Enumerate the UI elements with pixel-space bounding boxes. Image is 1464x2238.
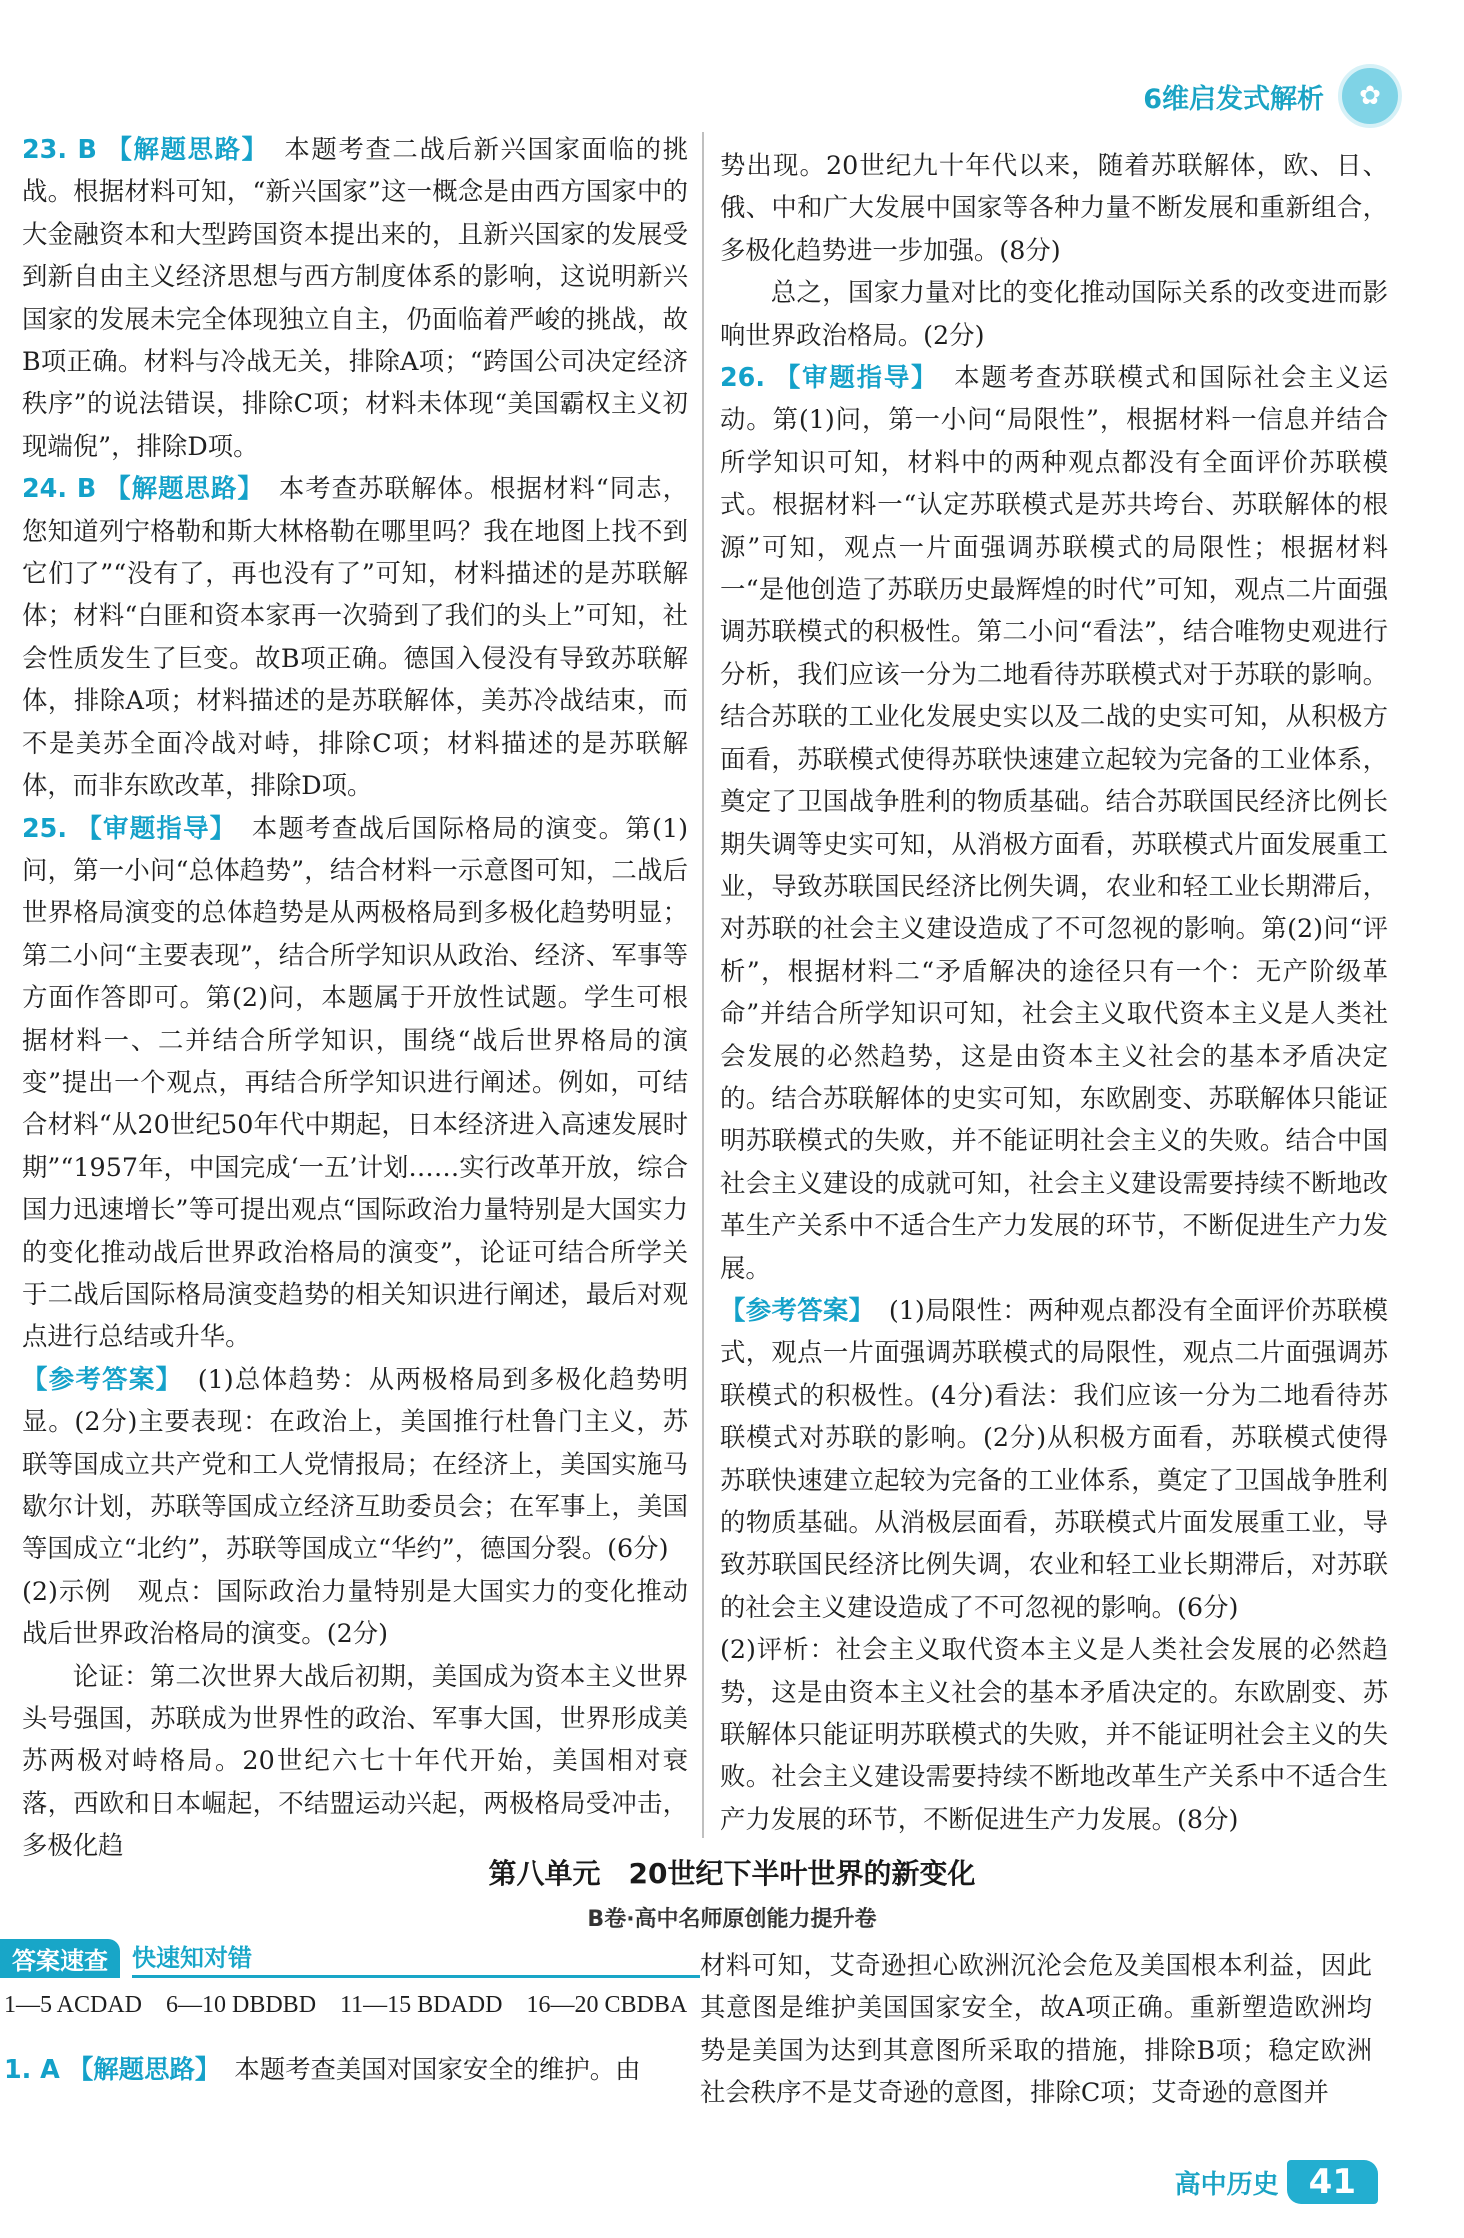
quick-check-banner [0,1940,700,1976]
question-26 [720,356,1388,1289]
quick-check-sub: 快速知对错 [132,1938,700,1978]
unit-subtitle: B卷·高中名师原创能力提升卷 [587,1907,877,1932]
unit-title: 第八单元 20世纪下半叶世界的新变化 [488,1857,976,1890]
quick-check-label: 答案速查 [0,1939,120,1978]
page-number: 41 [1287,2160,1378,2204]
question-text: 本考查苏联解体。根据材料“同志，您知道列宁格勒和斯大林格勒在哪里吗？我在地图上找不到它们了”“没有了，再也没有了”可知，材料描述的是苏联解体；材料“白匪和资本家再一次骑到了我们的头上”可知，社会性质发生了巨变。故B项正确。德国入侵没有导致苏联解体，排除A项；材料描述的是苏联解体，美苏冷战结束，而不是美苏全面冷战对峙，排除C项；材料描述的是苏联解体，而非东欧改革，排除D项。 [22,473,689,801]
right-column [720,144,1388,1840]
question-number: 24. B [22,473,97,504]
answer-25-part3: 论证：第二次世界大战后初期，美国成为资本主义世界头号强国，苏联成为世界性的政治、军事大国，世界形成美苏两极对峙格局。20世纪六七十年代开始，美国相对衰落，西欧和日本崛起，不结盟运动兴起，两极格局受冲击，多极化趋 [22,1660,688,1861]
guide-tag: 【审题指导】 [774,362,939,393]
question-text: 本题考查战后国际格局的演变。第(1)问，第一小问“总体趋势”，结合材料一示意图可知，二战后世界格局演变的总体趋势是从两极格局到多极化趋势明显；第二小问“主要表现”，结合所学知识从政治、经济、军事等方面作答即可。第(2)问，本题属于开放性试题。学生可根据材料一、二并结合所学知识，围绕“战后世界格局的演变”提出一个观点，再结合所学知识进行阐述。例如，可结合材料“从20世纪50年代中期起，日本经济进入高速发展时期”“1957年，中国完成‘一五’计划……实行改革开放，综合国力迅速增长”等可提出观点“国际政治力量特别是大国实力的变化推动战后世界政治格局的演变”，论证可结合所学关于二战后国际格局演变趋势的相关知识进行阐述，最后对观点进行总结或升华。 [22,812,689,1352]
question-text: 本题考查二战后新兴国家面临的挑战。根据材料可知，“新兴国家”这一概念是由西方国家中的大金融资本和大型跨国资本提出来的，且新兴国家的发展受到新自由主义经济思想与西方制度体系的影响，这说明新兴国家的发展未完全体现独立自主，仍面临着严峻的挑战，故B项正确。材料与冷战无关，排除A项；“跨国公司决定经济秩序”的说法错误，排除C项；材料未体现“美国霸权主义初现端倪”，排除D项。 [22,134,689,461]
analysis-tag: 【解题思路】 [67,2054,221,2084]
answer-25-continued: 势出现。20世纪九十年代以来，随着苏联解体，欧、日、俄、中和广大发展中国家等各种力量不断发展和重新组合，多极化趋势进一步加强。(8分) [720,150,1388,265]
answer-tag: 【参考答案】 [720,1294,875,1325]
analysis-tag: 【解题思路】 [106,134,269,164]
column-divider [702,132,704,1838]
page-footer [1175,2160,1378,2204]
question-1-continued [700,1944,1372,2114]
question-number: 23. B [22,134,97,164]
answer-25-conclusion: 总之，国家力量对比的变化推动国际关系的改变进而影响世界政治格局。(2分) [720,277,1388,350]
brain-icon: ✿ [1338,64,1402,128]
answer-25-part1 [22,1358,688,1570]
analysis-tag: 【解题思路】 [105,473,264,504]
question-number: 1. A [4,2054,60,2084]
left-column [22,128,688,1867]
answer-tag: 【参考答案】 [22,1363,183,1394]
question-text: 本题考查苏联模式和国际社会主义运动。第(1)问，第一小问“局限性”，根据材料一信息并结合所学知识可知，材料中的两种观点都没有全面评价苏联模式。根据材料一“认定苏联模式是苏共垮台、苏联解体的根源”可知，观点一片面强调苏联模式的局限性；根据材料一“是他创造了苏联历史最辉煌的时代”可知，观点二片面强调苏联模式的积极性。第二小问“看法”，结合唯物史观进行分析，我们应该一分为二地看待苏联模式对于苏联的影响。结合苏联的工业化发展史实以及二战的史实可知，从积极方面看，苏联模式使得苏联快速建立起较为完备的工业体系，奠定了卫国战争胜利的物质基础。结合苏联国民经济比例长期失调等史实可知，从消极方面看，苏联模式片面发展重工业，导致苏联国民经济比例失调，农业和轻工业长期滞后，对苏联的社会主义建设造成了不可忽视的影响。第(2)问“评析”，根据材料二“矛盾解决的途径只有一个：无产阶级革命”并结合所学知识可知，社会主义取代资本主义是人类社会发展的必然趋势，这是由资本主义社会的基本矛盾决定的。结合苏联解体的史实可知，东欧剧变、苏联解体只能证明苏联模式的失败，并不能证明社会主义的失败。结合中国社会主义建设的成就可知，社会主义建设需要持续不断地改革生产关系中不适合生产力发展的环节，不断促进生产力发展。 [720,362,1389,1283]
answer-26-part1 [720,1289,1388,1628]
question-25 [22,807,688,1358]
question-1-continued-text: 材料可知，艾奇逊担心欧洲沉沦会危及美国根本利益，因此其意图是维护美国国家安全，故A项正确。重新塑造欧洲均势是美国为达到其意图所采取的措施，排除B项；稳定欧洲社会秩序不是艾奇逊的意图，排除C项；艾奇逊的意图并 [700,1950,1372,2108]
question-23 [22,128,688,467]
answer-text: (1)局限性：两种观点都没有全面评价苏联模式，观点一片面强调苏联模式的局限性，观点二片面强调苏联模式的积极性。(4分)看法：我们应该一分为二地看待苏联模式对苏联的影响。(2分)从积极方面看，苏联模式使得苏联快速建立起较为完备的工业体系，奠定了卫国战争胜利的物质基础。从消极层面看，苏联模式片面发展重工业，导致苏联国民经济比例失调，农业和轻工业长期滞后，对苏联的社会主义建设造成了不可忽视的影响。(6分) [720,1294,1389,1622]
answer-key: 1—5 ACDAD 6—10 DBDBD 11—15 BDADD 16—20 CBDBA [4,1992,688,2018]
answer-25-part2: (2)示例 观点：国际政治力量特别是大国实力的变化推动战后世界政治格局的演变。(2分) [22,1575,688,1649]
question-number: 25. [22,812,67,843]
header-title: 6维启发式解析 [1143,83,1324,115]
subject-label: 高中历史 [1174,2169,1279,2200]
question-24 [22,467,688,806]
question-number: 26. [720,362,765,393]
answer-text: (1)总体趋势：从两极格局到多极化趋势明显。(2分)主要表现：在政治上，美国推行杜鲁门主义，苏联等国成立共产党和工人党情报局；在经济上，美国实施马歇尔计划，苏联等国成立经济互助委员会；在军事上，美国等国成立“北约”，苏联等国成立“华约”，德国分裂。(6分) [22,1363,689,1564]
question-1 [4,2048,694,2090]
question-text: 本题考查美国对国家安全的维护。由 [234,2054,641,2084]
page-header [1143,64,1402,128]
answer-26-part2: (2)评析：社会主义取代资本主义是人类社会发展的必然趋势，这是由资本主义社会的基本矛盾决定的。东欧剧变、苏联解体只能证明苏联模式的失败，并不能证明社会主义的失败。社会主义建设需要持续不断地改革生产关系中不适合生产力发展的环节，不断促进生产力发展。(8分) [720,1634,1388,1834]
guide-tag: 【审题指导】 [76,812,237,843]
